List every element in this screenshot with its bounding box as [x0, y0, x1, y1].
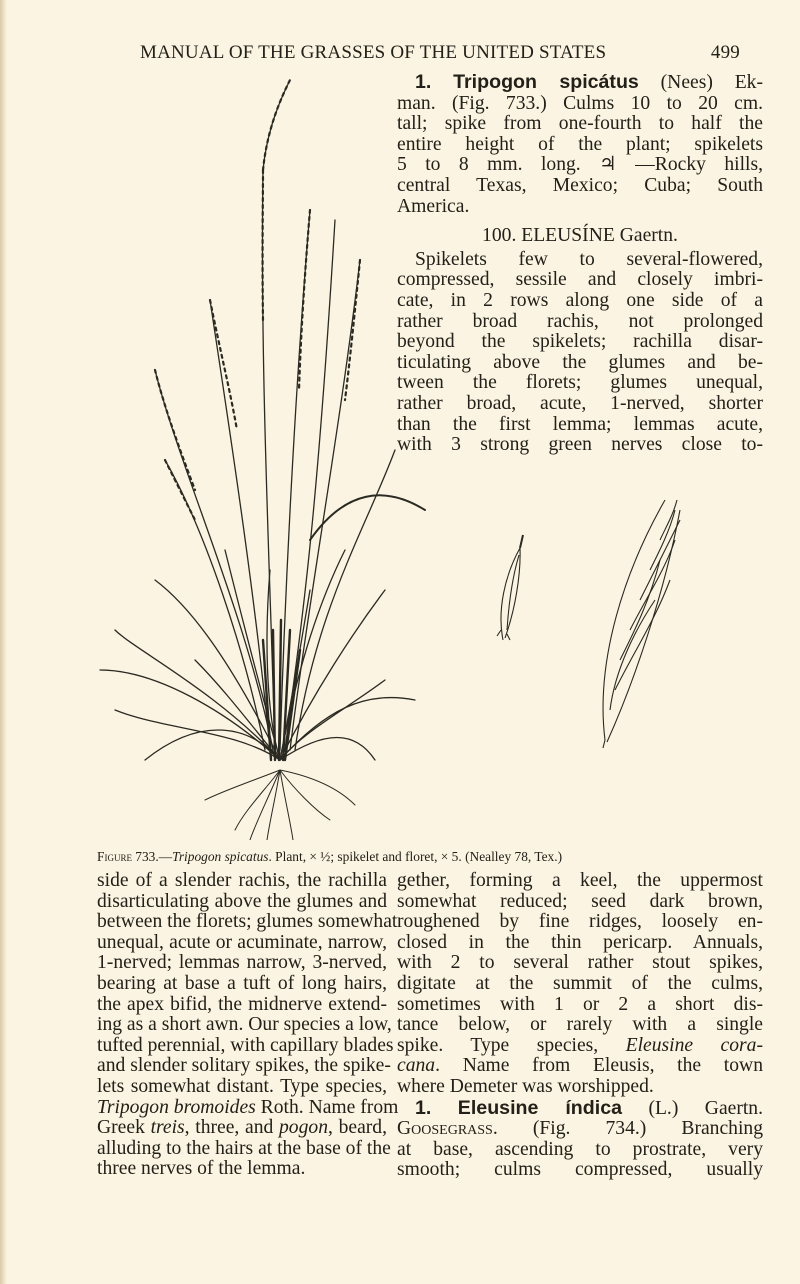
text-line: tance below, or rarely with a single	[397, 1014, 763, 1036]
text-line: the apex bifid, the midnerve extend-	[97, 993, 387, 1015]
text-line: closed in the thin pericarp. Annuals,	[397, 931, 763, 953]
text-line: ing as a short awn. Our species a low,	[97, 1014, 392, 1036]
text-line: sometimes with 1 or 2 a short dis-	[397, 993, 763, 1015]
text-line: digitate at the summit of the culms,	[397, 972, 763, 994]
text-fragment: Roth. Name from	[255, 1096, 399, 1118]
tripogon-plant-drawing	[100, 80, 425, 840]
species-name: Eleusine índica	[457, 1096, 622, 1119]
figure-label: Figure 733.	[97, 849, 159, 864]
text-line: with 2 to several rather stout spikes,	[397, 952, 763, 974]
text-line	[397, 1056, 763, 1077]
greek-word: pogon	[279, 1117, 328, 1139]
text-line: alluding to the hairs at the base of the	[97, 1137, 391, 1159]
text-line	[97, 1096, 399, 1119]
text-line: three nerves of the lemma.	[97, 1158, 306, 1180]
type-species: Tripogon bromoides	[97, 1096, 256, 1118]
text-line: and slender solitary spikes, the spike-	[97, 1055, 391, 1077]
species-entry-tripogon	[397, 72, 763, 94]
text-fragment: , three, and	[184, 1117, 279, 1139]
text-fragment: . (Fig. 734.) Branching	[492, 1118, 763, 1140]
text-line: where Demeter was worshipped.	[397, 1075, 654, 1097]
genus-heading: 100. ELEUSÍNE Gaertn.	[482, 225, 678, 247]
text-fragment: , beard,	[327, 1117, 387, 1139]
text-line: tween the florets; glumes unequal,	[397, 372, 763, 394]
text-fragment: Greek	[97, 1117, 151, 1139]
text-line: between the florets; glumes somewhat	[97, 911, 398, 933]
text-line	[397, 1119, 763, 1140]
text-line: cate, in 2 rows along one side of a	[397, 289, 763, 311]
text-line: man. (Fig. 733.) Culms 10 to 20 cm.	[397, 92, 763, 114]
text-fragment: . Name from Eleusis, the town	[435, 1055, 763, 1077]
text-line: roughened by fine ridges, loosely en-	[397, 911, 763, 933]
text-line: bearing at base a tuft of long hairs,	[97, 972, 387, 994]
type-species: cana	[397, 1055, 436, 1077]
text-line: at base, ascending to prostrate, very	[397, 1138, 763, 1160]
floret-drawing	[497, 535, 523, 640]
text-line: disarticulating above the glumes and	[97, 890, 387, 912]
text-line: 5 to 8 mm. long. ♃ —Rocky hills,	[397, 154, 763, 176]
greek-word: treis	[150, 1117, 185, 1139]
right-column-lower	[397, 871, 763, 1181]
species-entry-eleusine	[397, 1098, 763, 1120]
text-line: unequal, acute or acuminate, narrow,	[97, 931, 387, 953]
text-line: tall; spike from one-fourth to half the	[397, 113, 763, 135]
text-line: 1-nerved; lemmas narrow, 3-nerved,	[97, 952, 387, 974]
text-line: side of a slender rachis, the rachilla	[97, 870, 387, 891]
species-name: Tripogon spicátus	[453, 71, 639, 93]
spikelet-drawing	[603, 500, 680, 748]
page-gutter-edge	[0, 0, 7, 1284]
text-fragment: spike. Type species,	[397, 1034, 626, 1056]
text-line: America.	[397, 195, 470, 217]
figure-caption-rest: . Plant, × ½; spikelet and floret, × 5. (Nealley 78, Tex.)	[268, 849, 563, 864]
text-line: Spikelets few to several-flowered,	[415, 248, 763, 270]
text-line	[97, 1118, 387, 1139]
text-line: ticulating above the glumes and be-	[397, 351, 763, 373]
text-line: tufted perennial, with capillary blades	[97, 1034, 394, 1056]
text-line: entire height of the plant; spikelets	[397, 133, 763, 155]
species-authority: (L.) Gaertn.	[622, 1097, 764, 1119]
figure-caption	[97, 849, 797, 865]
caption-dash: —	[158, 849, 173, 864]
text-line: than the first lemma; lemmas acute,	[397, 413, 763, 435]
text-line: rather broad rachis, not prolonged	[397, 310, 763, 332]
common-name: Goosegrass	[397, 1118, 493, 1140]
text-line: with 3 strong green nerves close to-	[397, 434, 763, 456]
page-number: 499	[710, 42, 740, 63]
text-line: somewhat reduced; seed dark brown,	[397, 890, 763, 912]
text-line: compressed, sessile and closely imbri-	[397, 269, 763, 291]
species-authority: (Nees) Ek-	[660, 72, 763, 93]
text-line	[397, 1036, 763, 1057]
type-species: Eleusine cora-	[625, 1034, 764, 1056]
text-line: beyond the spikelets; rachilla disar-	[397, 331, 763, 353]
book-title: MANUAL OF THE GRASSES OF THE UNITED STATES	[140, 42, 607, 63]
figure-species: Tripogon spicatus	[172, 849, 269, 864]
species-number: 1.	[415, 71, 432, 93]
text-line: gether, forming a keel, the uppermost	[397, 870, 763, 891]
text-line: rather broad, acute, 1-nerved, shorter	[397, 392, 763, 414]
species-number: 1.	[415, 1096, 432, 1119]
right-column-upper	[397, 72, 763, 456]
text-line: central Texas, Mexico; Cuba; South	[397, 174, 763, 196]
text-line: lets somewhat distant. Type species,	[97, 1075, 387, 1097]
text-line: smooth; culms compressed, usually	[397, 1159, 763, 1181]
left-column-lower	[97, 870, 399, 1180]
